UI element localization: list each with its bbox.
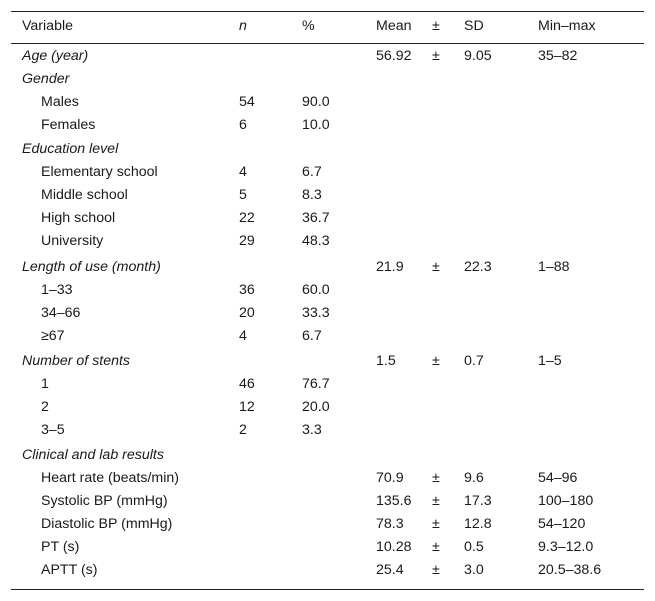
table-row	[11, 207, 644, 230]
table-row	[11, 91, 644, 114]
section-row	[11, 444, 644, 467]
row-label: Systolic BP (mmHg)	[41, 493, 168, 509]
cell-plusminus: ±	[432, 493, 440, 509]
table-row	[11, 513, 644, 536]
cell-plusminus: ±	[432, 259, 440, 275]
cell-sd: 9.05	[464, 48, 492, 64]
cell-percent: 48.3	[302, 233, 330, 249]
header-variable: Variable	[22, 18, 73, 34]
row-label: Age (year)	[22, 48, 89, 64]
cell-plusminus: ±	[432, 470, 440, 486]
cell-n: 54	[239, 94, 255, 110]
header-rule	[11, 43, 644, 44]
row-label: Length of use (month)	[22, 259, 161, 275]
table-row	[11, 419, 644, 442]
row-label: Middle school	[41, 187, 128, 203]
row-label: Number of stents	[22, 353, 131, 369]
row-label: Heart rate (beats/min)	[41, 470, 179, 486]
row-label: APTT (s)	[41, 562, 98, 578]
cell-mean: 135.6	[376, 493, 412, 509]
cell-min-max: 20.5–38.6	[538, 562, 602, 578]
table-row	[11, 373, 644, 396]
row-label: 3–5	[41, 422, 65, 438]
cell-sd: 22.3	[464, 259, 492, 275]
row-label: Diastolic BP (mmHg)	[41, 516, 173, 532]
cell-mean: 1.5	[376, 353, 396, 369]
cell-percent: 60.0	[302, 282, 330, 298]
cell-percent: 10.0	[302, 117, 330, 133]
cell-n: 4	[239, 328, 247, 344]
cell-min-max: 35–82	[538, 48, 578, 64]
cell-n: 46	[239, 376, 255, 392]
table-row	[11, 302, 644, 325]
cell-sd: 9.6	[464, 470, 484, 486]
cell-n: 20	[239, 305, 255, 321]
header-plusminus: ±	[432, 18, 440, 34]
cell-n: 36	[239, 282, 255, 298]
cell-percent: 33.3	[302, 305, 330, 321]
cell-plusminus: ±	[432, 562, 440, 578]
table-row	[11, 230, 644, 253]
table-bottom-rule	[11, 589, 644, 590]
cell-percent: 36.7	[302, 210, 330, 226]
table-row	[11, 325, 644, 348]
section-label: Clinical and lab results	[22, 447, 164, 463]
cell-sd: 0.5	[464, 539, 484, 555]
cell-mean: 78.3	[376, 516, 404, 532]
cell-mean: 56.92	[376, 48, 412, 64]
table-row	[11, 184, 644, 207]
cell-n: 2	[239, 422, 247, 438]
header-min-max: Min–max	[538, 18, 596, 34]
cell-mean: 25.4	[376, 562, 404, 578]
row-label: Males	[41, 94, 79, 110]
section-label: Gender	[22, 71, 70, 87]
cell-n: 5	[239, 187, 247, 203]
row-label: University	[41, 233, 104, 249]
cell-n: 29	[239, 233, 255, 249]
cell-sd: 0.7	[464, 353, 484, 369]
cell-plusminus: ±	[432, 516, 440, 532]
row-label: 34–66	[41, 305, 81, 321]
data-table	[11, 11, 644, 591]
row-label: 1	[41, 376, 49, 392]
row-label: 2	[41, 399, 49, 415]
table-row	[11, 396, 644, 419]
header-sd: SD	[464, 18, 484, 34]
cell-sd: 3.0	[464, 562, 484, 578]
table-row	[11, 45, 644, 68]
cell-n: 22	[239, 210, 255, 226]
table-row	[11, 114, 644, 137]
cell-min-max: 100–180	[538, 493, 594, 509]
table-row	[11, 536, 644, 559]
cell-sd: 12.8	[464, 516, 492, 532]
row-label: High school	[41, 210, 116, 226]
table-row	[11, 559, 644, 582]
cell-n: 12	[239, 399, 255, 415]
cell-percent: 6.7	[302, 164, 322, 180]
cell-mean: 10.28	[376, 539, 412, 555]
cell-mean: 70.9	[376, 470, 404, 486]
section-label: Education level	[22, 141, 119, 157]
cell-percent: 3.3	[302, 422, 322, 438]
cell-percent: 6.7	[302, 328, 322, 344]
cell-min-max: 9.3–12.0	[538, 539, 594, 555]
cell-min-max: 54–120	[538, 516, 586, 532]
cell-plusminus: ±	[432, 539, 440, 555]
table-row	[11, 350, 644, 373]
row-label: ≥67	[41, 328, 65, 344]
section-row	[11, 68, 644, 91]
header-percent: %	[302, 18, 315, 34]
cell-percent: 8.3	[302, 187, 322, 203]
table-row	[11, 161, 644, 184]
cell-sd: 17.3	[464, 493, 492, 509]
row-label: PT (s)	[41, 539, 80, 555]
cell-n: 6	[239, 117, 247, 133]
row-label: 1–33	[41, 282, 73, 298]
cell-percent: 76.7	[302, 376, 330, 392]
table-top-rule	[11, 11, 644, 12]
cell-min-max: 54–96	[538, 470, 578, 486]
header-n: n	[239, 18, 247, 34]
cell-plusminus: ±	[432, 353, 440, 369]
cell-n: 4	[239, 164, 247, 180]
header-mean: Mean	[376, 18, 412, 34]
cell-percent: 90.0	[302, 94, 330, 110]
table-row	[11, 256, 644, 279]
section-row	[11, 138, 644, 161]
cell-mean: 21.9	[376, 259, 404, 275]
cell-percent: 20.0	[302, 399, 330, 415]
table-row	[11, 490, 644, 513]
cell-min-max: 1–88	[538, 259, 570, 275]
row-label: Elementary school	[41, 164, 158, 180]
table-row	[11, 467, 644, 490]
table-row	[11, 279, 644, 302]
cell-min-max: 1–5	[538, 353, 562, 369]
row-label: Females	[41, 117, 96, 133]
header-row	[11, 15, 644, 38]
cell-plusminus: ±	[432, 48, 440, 64]
